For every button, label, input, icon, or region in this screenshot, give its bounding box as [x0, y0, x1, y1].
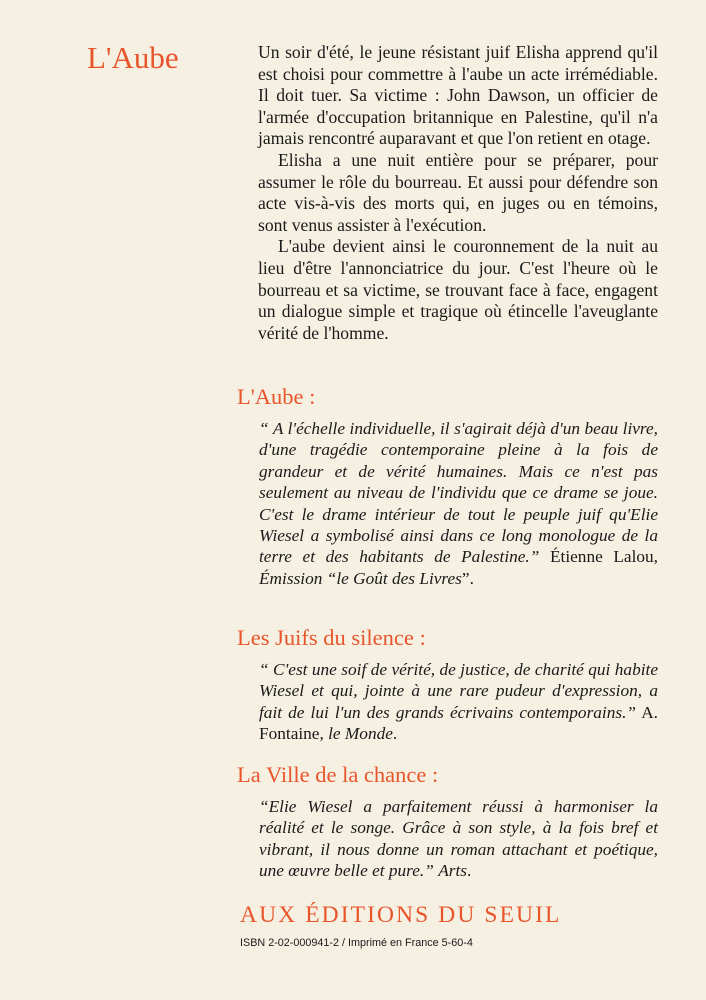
review-quote-text: “ C'est une soif de vérité, de justice, de charité qui habite Wiesel et qui, jointe à une rare pudeur d'expression, a fait de lui l'un des grands écrivains contemporains.”	[259, 660, 658, 722]
summary-paragraph: L'aube devient ainsi le couronnement de la nuit au lieu d'être l'annonciatrice du jour. C'est l'heure où le bourreau et sa victime, se trouvant face à face, engagent un dialogue simple et tragique où étincelle l'aveuglante vérité de l'homme.	[258, 236, 658, 343]
review-author: Étienne Lalou,	[549, 547, 658, 567]
review-quote-text: “Elie Wiesel a parfaitement réussi à harmoniser la réalité et le songe. Grâce à son style, à la fois bref et vibrant, il nous donne un roman attachant et poétique, une œuvre belle et pure.”	[259, 797, 658, 881]
review-quote	[237, 659, 658, 745]
review-source-title: Arts	[438, 861, 467, 881]
review-quote	[237, 796, 658, 882]
review-heading: L'Aube :	[237, 384, 316, 409]
review-source-suffix: .	[467, 861, 472, 881]
review-source-suffix: .	[392, 724, 398, 744]
review-section	[237, 384, 658, 589]
review-section	[237, 625, 658, 745]
summary-paragraph: Un soir d'été, le jeune résistant juif Elisha apprend qu'il est choisi pour commettre à l'aube un acte irrémédiable. Il doit tuer. Sa victime : John Dawson, un officier de l'armée d'occupation britannique en Palestine, qu'il n'a jamais rencontré auparavant et que l'on retient en otage.	[258, 42, 658, 149]
review-section	[237, 762, 658, 882]
publisher-name: AUX ÉDITIONS DU SEUIL	[240, 902, 562, 928]
review-source-title: le Monde	[328, 724, 393, 744]
isbn-line: ISBN 2-02-000941-2 / Imprimé en France 5-60-4	[240, 937, 473, 949]
review-heading: La Ville de la chance :	[237, 762, 439, 787]
review-author: A. Fontaine,	[259, 702, 658, 744]
book-title: L'Aube	[87, 40, 179, 75]
review-quote	[237, 418, 658, 589]
review-source-suffix: ”.	[461, 568, 474, 588]
review-source-title: le Goût des Livres	[336, 568, 462, 588]
summary-paragraph: Elisha a une nuit entière pour se préparer, pour assumer le rôle du bourreau. Et aussi pour défendre son acte vis-à-vis des morts qui, en juges ou en témoins, sont venus assister à l'exécution.	[258, 149, 658, 235]
review-quote-text: “ A l'échelle individuelle, il s'agirait déjà d'un beau livre, d'une tragédie contemporaine pleine à la fois de grandeur et de vérité humaines. Mais ce n'est pas seulement au niveau de l'individu que ce drame se joue. C'est le drame intérieur de tout le peuple juif qu'Elie Wiesel a symbolisé ainsi dans ce long monologue de la terre et des habitants de Palestine.”	[259, 419, 658, 567]
review-source-prefix: Émission “	[259, 568, 337, 588]
summary-block	[258, 42, 658, 344]
review-heading: Les Juifs du silence :	[237, 625, 426, 650]
